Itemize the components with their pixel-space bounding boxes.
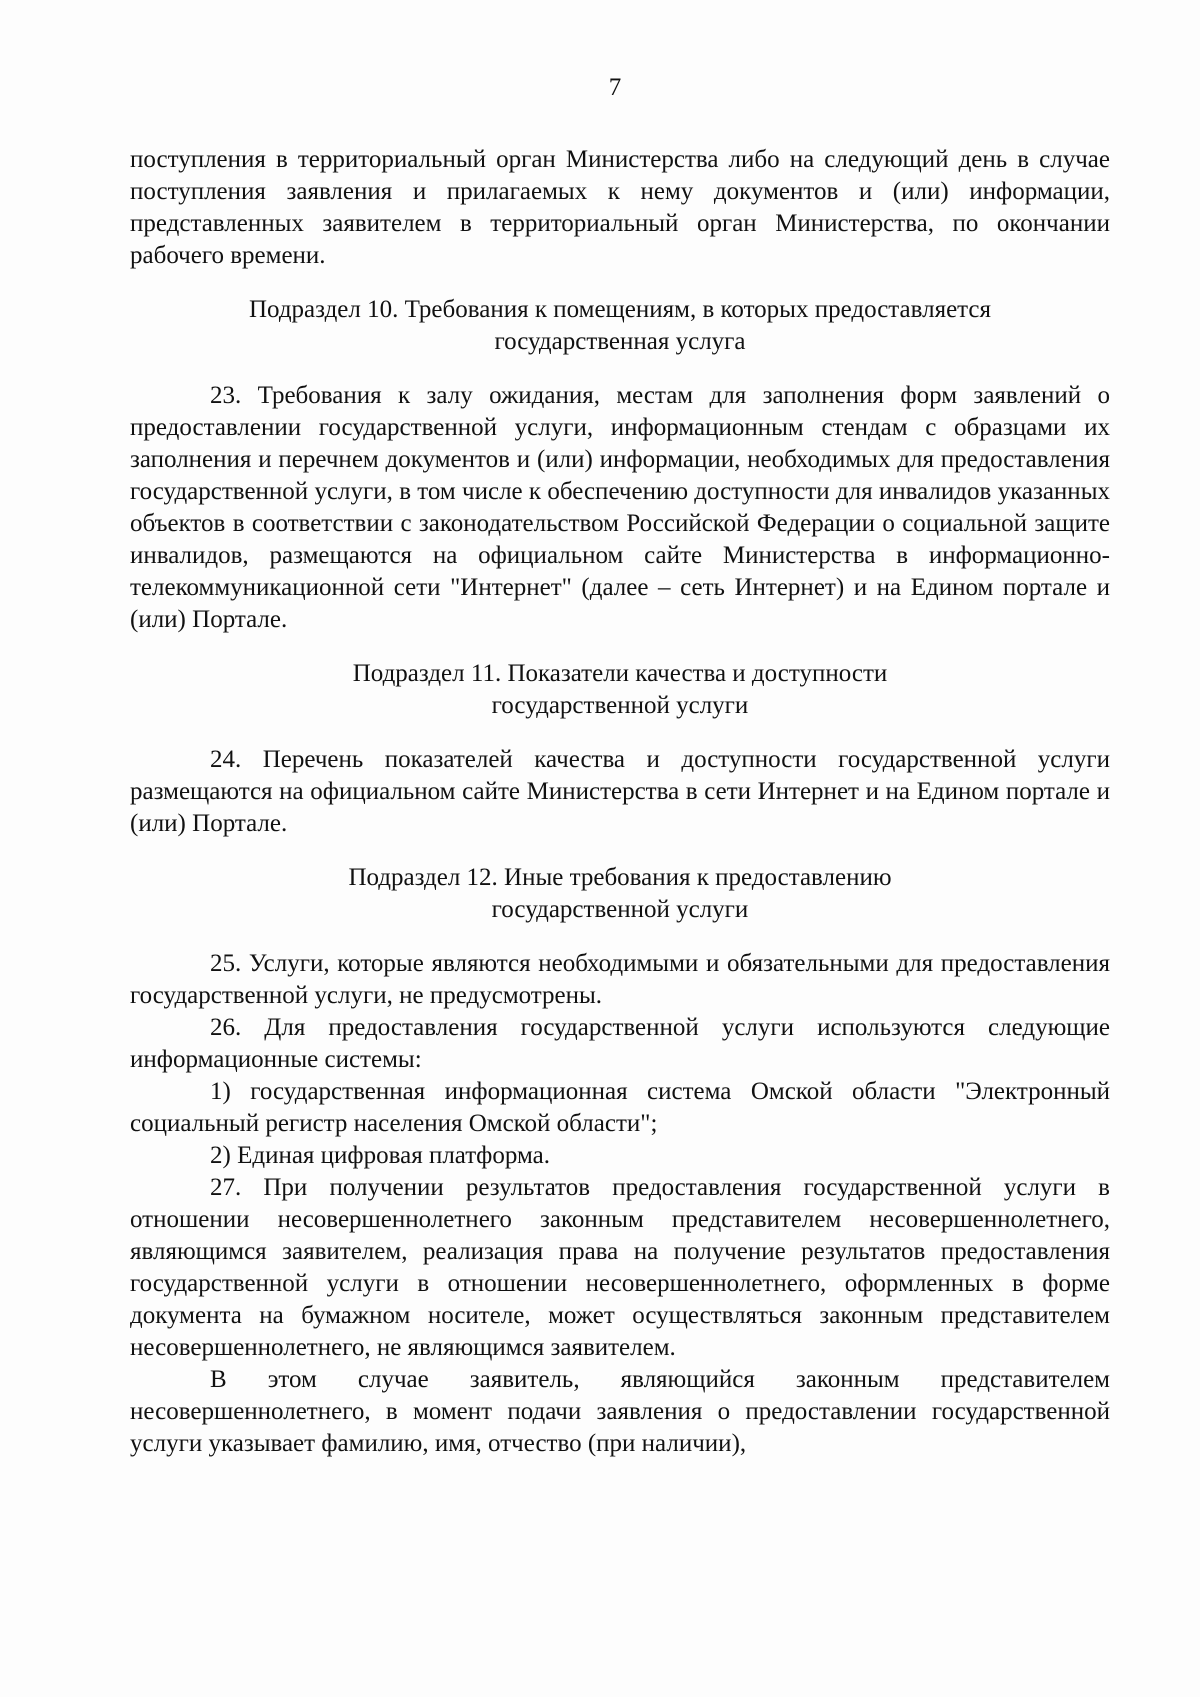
paragraph-26: 26. Для предоставления государственной услуги используются следующие информационные системы: [130,1014,1110,1073]
page-number: 7 [608,74,622,101]
paragraph-27: 27. При получении результатов предоставления государственной услуги в отношении несовершеннолетнего законным представителем несовершеннолетнего, являющимся заявителем, реализация права на получение результатов предоставления государственной услуги в отношении несовершеннолетнего, оформленных в форме документа на бумажном носителе, может осуществляться законным представителем несовершеннолетнего, не являющимся заявителем. [130,1174,1110,1361]
list-item-26-2: 2) Единая цифровая платформа. [210,1142,550,1169]
paragraph-25: 25. Услуги, которые являются необходимыми и обязательными для предоставления государственной услуги, не предусмотрены. [130,950,1110,1009]
section-heading-11 [130,658,1110,722]
paragraph-23: 23. Требования к залу ожидания, местам для заполнения форм заявлений о предоставлении государственной услуги, информационным стендам с образцами их заполнения и перечнем документов и (или) информации, необходимых для предоставления государственной услуги, в том числе к обеспечению доступности для инвалидов указанных объектов в соответствии с законодательством Российской Федерации о социальной защите инвалидов, размещаются на официальном сайте Министерства в информационно-телекоммуникационной сети "Интернет" (далее – сеть Интернет) и на Едином портале и (или) Портале. [130,382,1110,633]
section-heading-10 [130,294,1110,358]
section-heading-line: Подраздел 12. Иные требования к предоставлению [348,864,892,891]
section-heading-line: Подраздел 11. Показатели качества и доступности [352,660,888,687]
list-item-26-1: 1) государственная информационная система Омской области "Электронный социальный регистр населения Омской области"; [130,1078,1110,1137]
section-heading-line: Подраздел 10. Требования к помещениям, в которых предоставляется [249,296,991,323]
section-heading-line: государственная услуга [494,328,746,355]
section-heading-line: государственной услуги [491,692,749,719]
intro-paragraph: поступления в территориальный орган Министерства либо на следующий день в случае поступления заявления и прилагаемых к нему документов и (или) информации, представленных заявителем в территориальный орган Министерства, по окончании рабочего времени. [130,146,1110,269]
document-body [130,144,1110,1460]
paragraph-27-continuation: В этом случае заявитель, являющийся законным представителем несовершеннолетнего, в момент подачи заявления о предоставлении государственной услуги указывает фамилию, имя, отчество (при наличии), [130,1366,1110,1457]
section-heading-12 [130,862,1110,926]
paragraph-24: 24. Перечень показателей качества и доступности государственной услуги размещаются на официальном сайте Министерства в сети Интернет и на Едином портале и (или) Портале. [130,746,1110,837]
section-heading-line: государственной услуги [491,896,749,923]
